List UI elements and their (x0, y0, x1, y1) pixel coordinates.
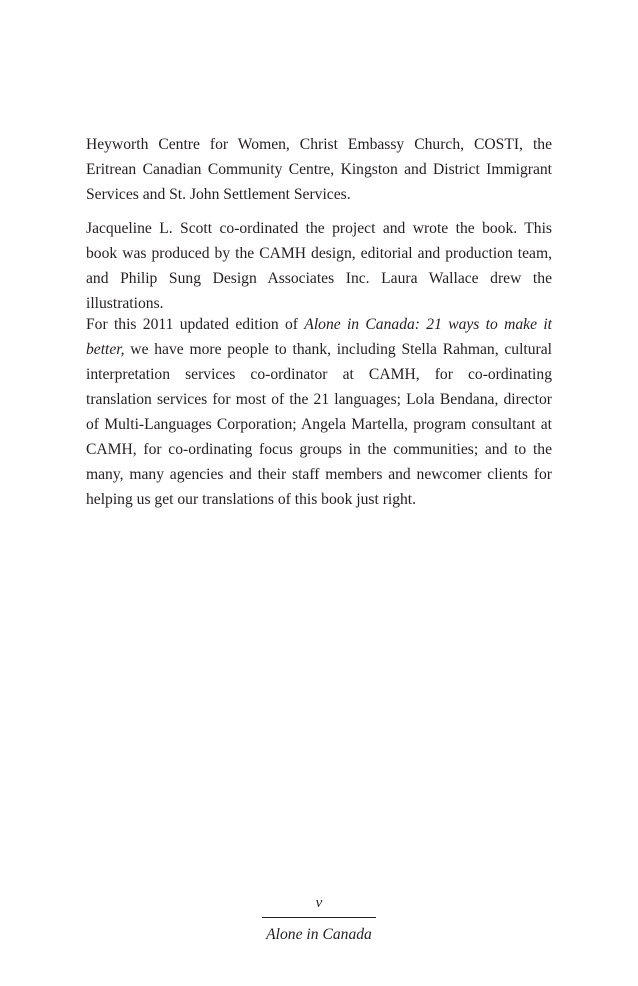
page-footer (0, 892, 638, 946)
paragraph-3-lead-text: For this 2011 updated edition of (86, 316, 305, 333)
body-paragraph-2: Jacqueline L. Scott co-ordinated the project and wrote the book. This book was produced by the CAMH design, editorial and production team, and Philip Sung Design Associates Inc. Laura Wallace drew the illustrations. (86, 220, 552, 312)
footer-divider (262, 917, 376, 918)
paragraph-3-remaining-text: we have more people to thank, including Stella Rahman, cultural interpretation services co-ordinator at CAMH, for co-ordinating translation services for most of the 21 languages; Lola Bendana, director of Multi-Languages Corporation; Angela Martella, program consultant at CAMH, for co-ordinating focus groups in the communities; and to the many, many agencies and their staff members and newcomer clients for helping us get our translations of this book just right. (86, 341, 552, 508)
running-title: Alone in Canada (266, 926, 372, 943)
page-number: v (315, 895, 323, 911)
body-paragraph-3 (86, 312, 552, 512)
body-paragraph-1: Heyworth Centre for Women, Christ Embassy Church, COSTI, the Eritrean Canadian Community Centre, Kingston and District Immigrant Services and St. John Settlement Services. (86, 136, 552, 203)
book-title-italic: Alone in Canada: 21 ways to make it better, (86, 316, 552, 358)
